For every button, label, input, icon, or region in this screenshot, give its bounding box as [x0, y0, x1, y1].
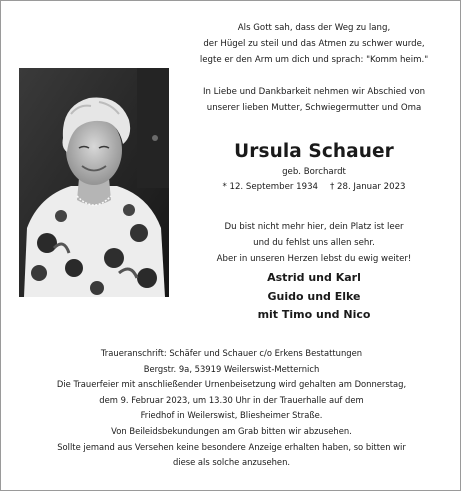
poem-line: Als Gott sah, dass der Weg zu lang,	[237, 23, 391, 33]
family-signatures	[173, 269, 455, 325]
farewell-text	[173, 85, 455, 117]
farewell-line: In Liebe und Dankbarkeit nehmen wir Abschied von	[202, 87, 426, 97]
info-line: Bergstr. 9a, 53919 Weilerswist-Metternich	[143, 363, 320, 374]
verse-line: und du fehlst uns allen sehr.	[253, 237, 375, 248]
verse-line: Du bist nicht mehr hier, dein Platz ist leer	[224, 222, 404, 232]
info-line: Sollte jemand aus Versehen keine besondere Anzeige erhalten haben, so bitten wir	[57, 441, 406, 452]
life-dates	[173, 182, 455, 192]
birth-name: geb. Borchardt	[282, 167, 346, 177]
family-line: mit Timo und Nico	[257, 308, 371, 321]
info-line: dem 9. Februar 2023, um 13.30 Uhr in der Trauerhalle auf dem	[99, 394, 364, 405]
info-line: Traueranschrift: Schäfer und Schauer c/o Erkens Bestattungen	[100, 348, 363, 358]
deceased-name: Ursula Schauer	[234, 141, 394, 162]
verse	[173, 220, 455, 267]
verse-line: Aber in unseren Herzen lebst du ewig weiter!	[216, 253, 412, 264]
death-date: † 28. Januar 2023	[330, 182, 406, 192]
portrait-photo	[19, 68, 169, 297]
farewell-line: unserer lieben Mutter, Schwiegermutter und Oma	[206, 102, 422, 113]
info-line: Friedhof in Weilerswist, Bliesheimer Straße.	[140, 410, 323, 421]
family-line: Astrid und Karl	[267, 271, 361, 284]
info-line: Von Beileidsbekundungen am Grab bitten wir abzusehen.	[111, 425, 352, 436]
family-line: Guido und Elke	[267, 289, 361, 303]
poem-line: legte er den Arm um dich und sprach: "Komm heim."	[199, 54, 429, 65]
poem-line: der Hügel zu steil und das Atmen zu schwer wurde,	[203, 38, 425, 49]
funeral-information	[7, 346, 456, 471]
poem	[173, 21, 455, 68]
birth-date: * 12. September 1934	[222, 182, 318, 192]
info-line: Die Trauerfeier mit anschließender Urnenbeisetzung wird gehalten am Donnerstag,	[56, 379, 407, 390]
info-line: diese als solche anzusehen.	[172, 457, 291, 468]
